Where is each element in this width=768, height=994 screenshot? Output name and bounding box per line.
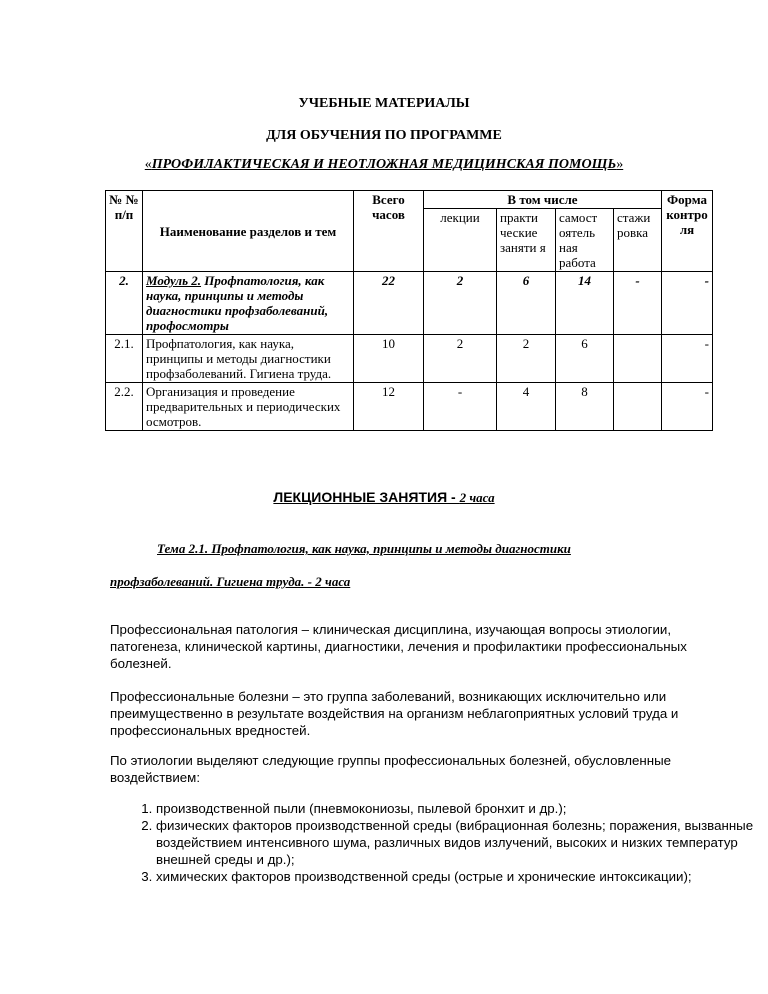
header-self-study: самост оятель ная работа — [556, 209, 614, 272]
topic-heading-line1: Тема 2.1. Профпатология, как наука, принципы и методы диагностики — [157, 541, 571, 556]
row-self-study: 8 — [556, 383, 614, 431]
list-item: 3. химических факторов производственной среды (острые и хронические интоксикации); — [156, 868, 766, 885]
curriculum-table — [105, 190, 713, 431]
header-num: № № п/п — [106, 191, 143, 272]
module-title: Профпатология, как наука, принципы и методы диагностики профзаболеваний, профосмотры — [146, 273, 329, 333]
header-total: Всего часов — [354, 191, 424, 272]
table-row — [106, 383, 713, 431]
row-name: Организация и проведение предварительных и периодических осмотров. — [143, 383, 354, 431]
header-practical: практи ческие заняти я — [497, 209, 556, 272]
row-self-study: 6 — [556, 335, 614, 383]
header-control: Форма контро ля — [662, 191, 713, 272]
row-practical: 4 — [497, 383, 556, 431]
section-hours: 2 часа — [459, 490, 495, 505]
row-control: - — [662, 272, 713, 335]
row-practical: 2 — [497, 335, 556, 383]
row-total: 12 — [354, 383, 424, 431]
open-quote: « — [144, 157, 152, 172]
row-num: 2. — [106, 272, 143, 335]
row-internship — [614, 383, 662, 431]
header-internship: стажи ровка — [614, 209, 662, 272]
header-including: В том числе — [424, 191, 662, 209]
doc-title-line1: УЧЕБНЫЕ МАТЕРИАЛЫ — [298, 96, 470, 111]
program-title — [0, 157, 768, 173]
table-row — [106, 335, 713, 383]
section-title: ЛЕКЦИОННЫЕ ЗАНЯТИЯ - — [273, 489, 460, 505]
row-self-study: 14 — [556, 272, 614, 335]
row-total: 10 — [354, 335, 424, 383]
close-quote: » — [616, 157, 624, 172]
row-lectures: - — [424, 383, 497, 431]
row-control: - — [662, 383, 713, 431]
header-name: Наименование разделов и тем — [143, 191, 354, 272]
row-internship: - — [614, 272, 662, 335]
header-lectures: лекции — [424, 209, 497, 272]
paragraph-definition-pathology: Профессиональная патология – клиническая дисциплина, изучающая вопросы этиологии, патогенеза, клинической картины, диагностики, лечения и профилактики профессиональных болезней. — [110, 622, 687, 671]
section-heading — [0, 489, 768, 506]
paragraph-definition-diseases: Профессиональные болезни – это группа заболеваний, возникающих исключительно или преимущественно в результате воздействия на организм неблагоприятных условий труда и профессиональных вредностей. — [110, 689, 679, 738]
row-control: - — [662, 335, 713, 383]
doc-title-line2: ДЛЯ ОБУЧЕНИЯ ПО ПРОГРАММЕ — [266, 128, 502, 143]
row-total: 22 — [354, 272, 424, 335]
row-num: 2.1. — [106, 335, 143, 383]
etiology-list — [110, 800, 766, 885]
row-lectures: 2 — [424, 335, 497, 383]
list-item: 2. физических факторов производственной среды (вибрационная болезнь; поражения, вызванные воздействием интенсивного шума, различных видов излучений, высоких и низких температур внешней среды и др.); — [156, 817, 766, 868]
row-name: Профпатология, как наука, принципы и методы диагностики профзаболеваний. Гигиена труда. — [143, 335, 354, 383]
row-num: 2.2. — [106, 383, 143, 431]
row-practical: 6 — [497, 272, 556, 335]
row-internship — [614, 335, 662, 383]
paragraph-etiology-intro: По этиологии выделяют следующие группы профессиональных болезней, обусловленные воздействием: — [110, 753, 672, 785]
list-item: 1. производственной пыли (пневмокониозы, пылевой бронхит и др.); — [156, 800, 766, 817]
table-header-row — [106, 191, 713, 209]
row-lectures: 2 — [424, 272, 497, 335]
module-label: Модуль 2. — [146, 273, 202, 288]
program-name: ПРОФИЛАКТИЧЕСКАЯ И НЕОТЛОЖНАЯ МЕДИЦИНСКАЯ ПОМОЩЬ — [151, 157, 617, 172]
table-row — [106, 272, 713, 335]
topic-heading-line2: профзаболеваний. Гигиена труда. - 2 часа — [110, 574, 351, 589]
row-name — [143, 272, 354, 335]
